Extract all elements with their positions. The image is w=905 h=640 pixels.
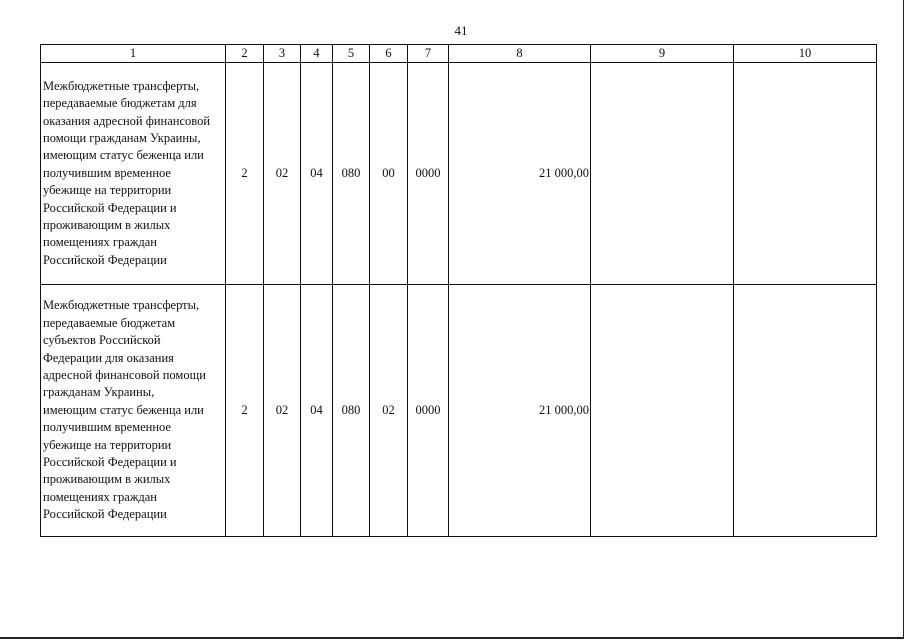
column-header-1: 1 <box>41 45 226 63</box>
column-header-5: 5 <box>333 45 370 63</box>
description-line: Межбюджетные трансферты, <box>43 298 200 313</box>
description-line: передаваемые бюджетам для <box>43 96 197 111</box>
description-line: помещениях граждан <box>43 235 157 250</box>
column-header-8: 8 <box>449 45 591 63</box>
row-description <box>41 285 226 537</box>
description-line: адресной финансовой помощи <box>43 367 206 382</box>
budget-table <box>40 44 877 537</box>
cell-col-6: 02 <box>370 285 408 537</box>
cell-col-8-amount: 21 000,00 <box>449 63 591 285</box>
cell-col-3: 02 <box>264 285 301 537</box>
description-line: убежище на территории <box>43 183 172 198</box>
cell-col-2: 2 <box>226 285 264 537</box>
column-header-9: 9 <box>591 45 734 63</box>
description-line: проживающим в жилых <box>43 472 171 487</box>
cell-col-7: 0000 <box>408 63 449 285</box>
column-header-2: 2 <box>226 45 264 63</box>
cell-col-4: 04 <box>301 285 333 537</box>
page-number: 41 <box>454 23 468 38</box>
description-line: Российской Федерации и <box>43 200 177 215</box>
description-line: убежище на территории <box>43 437 172 452</box>
description-line: Межбюджетные трансферты, <box>43 78 200 93</box>
cell-col-10 <box>734 63 877 285</box>
cell-col-5: 080 <box>333 63 370 285</box>
table-row <box>41 285 877 537</box>
cell-col-2: 2 <box>226 63 264 285</box>
header-row <box>41 45 877 63</box>
description-line: передаваемые бюджетам <box>43 315 176 330</box>
description-line: получившим временное <box>43 165 171 180</box>
cell-col-9 <box>591 63 734 285</box>
column-header-10: 10 <box>734 45 877 63</box>
description-line: имеющим статус беженца или <box>43 148 204 163</box>
description-line: оказания адресной финансовой <box>43 113 211 128</box>
cell-col-6: 00 <box>370 63 408 285</box>
cell-col-9 <box>591 285 734 537</box>
description-line: помещениях граждан <box>43 489 157 504</box>
description-line: проживающим в жилых <box>43 218 171 233</box>
cell-col-8-amount: 21 000,00 <box>449 285 591 537</box>
column-header-3: 3 <box>264 45 301 63</box>
description-line: получившим временное <box>43 420 171 435</box>
column-header-4: 4 <box>301 45 333 63</box>
description-line: субъектов Российской <box>43 333 161 348</box>
description-line: Российской Федерации <box>43 252 167 267</box>
cell-col-5: 080 <box>333 285 370 537</box>
cell-col-4: 04 <box>301 63 333 285</box>
table-row <box>41 63 877 285</box>
description-line: Федерации для оказания <box>43 350 174 365</box>
column-header-6: 6 <box>370 45 408 63</box>
description-line: имеющим статус беженца или <box>43 402 204 417</box>
cell-col-3: 02 <box>264 63 301 285</box>
description-line: гражданам Украины, <box>43 385 155 400</box>
cell-col-7: 0000 <box>408 285 449 537</box>
description-line: Российской Федерации <box>43 507 167 522</box>
cell-col-10 <box>734 285 877 537</box>
description-line: Российской Федерации и <box>43 455 177 470</box>
column-header-7: 7 <box>408 45 449 63</box>
description-line: помощи гражданам Украины, <box>43 130 201 145</box>
row-description <box>41 63 226 285</box>
